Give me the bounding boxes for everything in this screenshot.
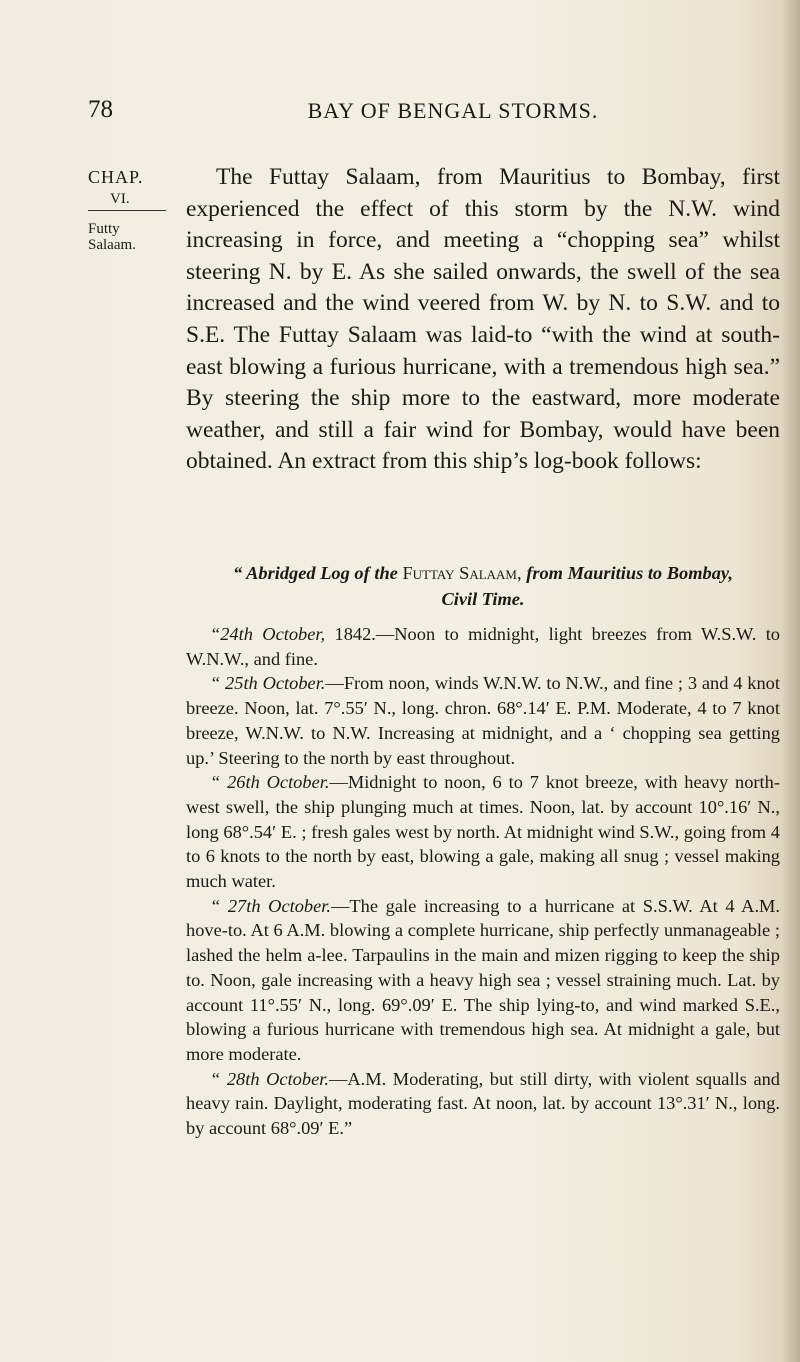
log-entry-text: —From noon, winds W.N.W. to N.W., and fine ; 3 and 4 knot breeze. Noon, lat. 7°.55′ N., long. chron. 68°.14′ E. P.M. Moderate, 4 to 7 knot breeze, W.N.W. to N.W. Increasing at midnight, and a ‘ chopping sea getting up.’ Steering to the north by east throughout.: [186, 673, 780, 768]
log-entry-text: —A.M. Moderating, but still dirty, with violent squalls and heavy rain. Daylight, moderating fast. At noon, lat. by account 13°.31′ N., long. by account 68°.09′ E.”: [186, 1068, 780, 1139]
chapter-label: CHAP.: [88, 167, 144, 187]
log-entry-28: [186, 1067, 780, 1141]
log-entry-24: [186, 622, 780, 671]
page-edge-shadow: [782, 0, 800, 1362]
log-entry-text: 1842.—Noon to midnight, light breezes from W.S.W. to W.N.W., and fine.: [186, 624, 780, 669]
chapter-number: VI.: [110, 191, 130, 207]
running-head: BAY OF BENGAL STORMS.: [307, 98, 599, 123]
page-number: 78: [88, 96, 113, 123]
main-text: [186, 162, 780, 478]
side-note: Futty Salaam.: [88, 221, 136, 253]
log-title-part1: “ Abridged Log of the: [233, 563, 398, 583]
log-entry-text: —The gale increasing to a hurricane at S.S.W. At 4 A.M. hove-to. At 6 A.M. blowing a complete hurricane, ship perfectly unmanageable ; lashed the helm a-lee. Tarpaulins in the main and mizen rigging to keep the ship to. Noon, gale increasing with a heavy high sea ; vessel straining much. Lat. by account 11°.55′ N., long. 69°.09′ E. The ship lying-to, and wind marked S.E., blowing a furious hurricane with tremendous high sea. At midnight a gale, but more moderate.: [186, 895, 780, 1064]
log-entry-date: “ 28th October.: [210, 1068, 329, 1089]
log-entry-date: “24th October,: [210, 624, 326, 644]
log-extract: [186, 560, 780, 1141]
page-header: [88, 96, 778, 130]
log-title-ship: Futtay Salaam,: [402, 563, 522, 583]
log-entry-date: “ 27th October.: [210, 895, 332, 916]
log-entry-26: [186, 770, 780, 894]
log-entry-date: “ 25th October.: [210, 673, 326, 694]
main-paragraph: The Futtay Salaam, from Mauritius to Bombay, first experienced the effect of this storm by the N.W. wind increasing in force, and meeting a “chopping sea” whilst steering N. by E. As she sailed onwards, the swell of the sea increased and the wind veered from W. by N. to S.W. and to S.E. The Futtay Salaam was laid-to “with the wind at south-east blowing a furious hurricane, with a tremendous high sea.” By steering the ship more to the eastward, more moderate weather, and still a fair wind for Bombay, would have been obtained. An extract from this ship’s log-book follows:: [186, 164, 780, 475]
chapter-rule: [88, 210, 166, 211]
log-entry-date: “ 26th October.: [210, 772, 330, 793]
log-title-line2: Civil Time.: [441, 589, 525, 609]
log-title: [186, 560, 780, 612]
margin-notes: [88, 166, 168, 253]
log-title-part2: from Mauritius to Bombay,: [526, 563, 733, 583]
log-entry-25: [186, 671, 780, 770]
log-entry-27: [186, 894, 780, 1067]
log-entry-text: —Midnight to noon, 6 to 7 knot breeze, with heavy north-west swell, the ship plunging much at times. Noon, lat. by account 10°.16′ N., long 68°.54′ E. ; fresh gales west by north. At midnight wind S.W., going from 4 to 6 knots to the north by east, blowing a gale, making all snug ; vessel making much water.: [186, 772, 780, 892]
